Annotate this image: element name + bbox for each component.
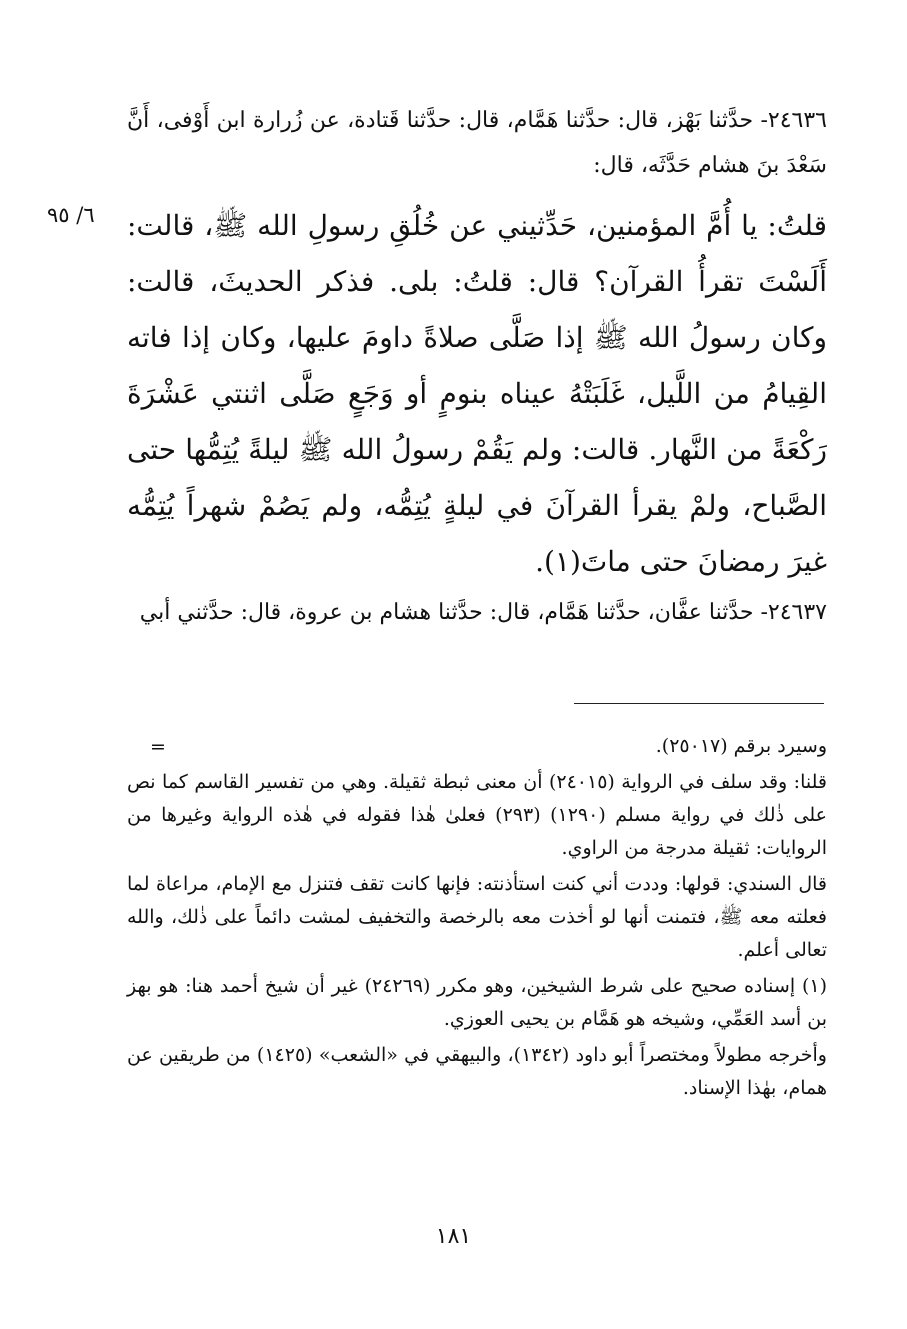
footnote-paragraph: وسيرد برقم (٢٥٠١٧).: [655, 735, 827, 757]
hadith-24636-body: قلتُ: يا أُمَّ المؤمنين، حَدِّثيني عن خُلُقِ رسولِ الله ﷺ، قالت: أَلَسْتَ تقرأُ القرآن؟ قال: قلتُ: بلى. فذكر الحديثَ، قالت: وكان رسولُ الله ﷺ إذا صَلَّى صلاةً داومَ عليها، وكان إذا فاته القِيامُ من اللَّيل، غَلَبَتْهُ عيناه بنومٍ أو وَجَعٍ صَلَّى اثنتي عَشْرَةَ رَكْعَةً من النَّهار. قالت: ولم يَقُمْ رسولُ الله ﷺ ليلةً يُتِمُّها حتى الصَّباح، ولمْ يقرأ القرآنَ في ليلةٍ يُتِمُّه، ولم يَصُمْ شهراً يُتِمُّه غيرَ رمضانَ حتى ماتَ(١).: [127, 209, 827, 578]
hadith-24637-header: ٢٤٦٣٧- حدَّثنا عفَّان، حدَّثنا هَمَّام، قال: حدَّثنا هشام بن عروة، قال: حدَّثني أبي: [139, 600, 827, 625]
footnote-paragraph: وأخرجه مطولاً ومختصراً أبو داود (١٣٤٢)، والبيهقي في «الشعب» (١٤٢٥) من طريقين عن همام، بهٰذا الإسناد.: [127, 1044, 827, 1099]
footnote-paragraph: قال السندي: قولها: وددت أني كنت استأذنته: فإنها كانت تقف فتنزل مع الإمام، مراعاة لما فعلته معه ﷺ، فتمنت أنها لو أخذت معه بالرخصة والتخفيف لمشت دائماً على ذٰلك، والله تعالى أعلم.: [127, 873, 827, 961]
footnote-continuation-marker: =: [150, 736, 166, 758]
footnote-paragraph: قلنا: وقد سلف في الرواية (٢٤٠١٥) أن معنى ثبطة ثقيلة. وهي من تفسير القاسم كما نص على ذٰلك في رواية مسلم (١٢٩٠) (٢٩٣) فعلىٰ هٰذا فقوله في هٰذه الرواية وغيرها من الروايات: ثقيلة مدرجة من الراوي.: [127, 771, 828, 859]
hadith-24636-header: ٢٤٦٣٦- حدَّثنا بَهْز، قال: حدَّثنا هَمَّام، قال: حدَّثنا قَتادة، عن زُرارة ابن أَوْفى، أَنَّ سَعْدَ بنَ هشام حَدَّثَه، قال:: [127, 108, 827, 178]
footnote-separator: [574, 703, 824, 704]
margin-volume-page-reference: ٦/ ٩٥: [47, 203, 95, 227]
footnote-paragraph: (١) إسناده صحيح على شرط الشيخين، وهو مكرر (٢٤٢٦٩) غير أن شيخ أحمد هنا: هو بهز بن أسد العَمِّي، وشيخه هو هَمَّام بن يحيى العوزي.: [127, 975, 828, 1030]
page-number: ١٨١: [435, 1224, 472, 1249]
footnotes: [127, 730, 827, 1108]
